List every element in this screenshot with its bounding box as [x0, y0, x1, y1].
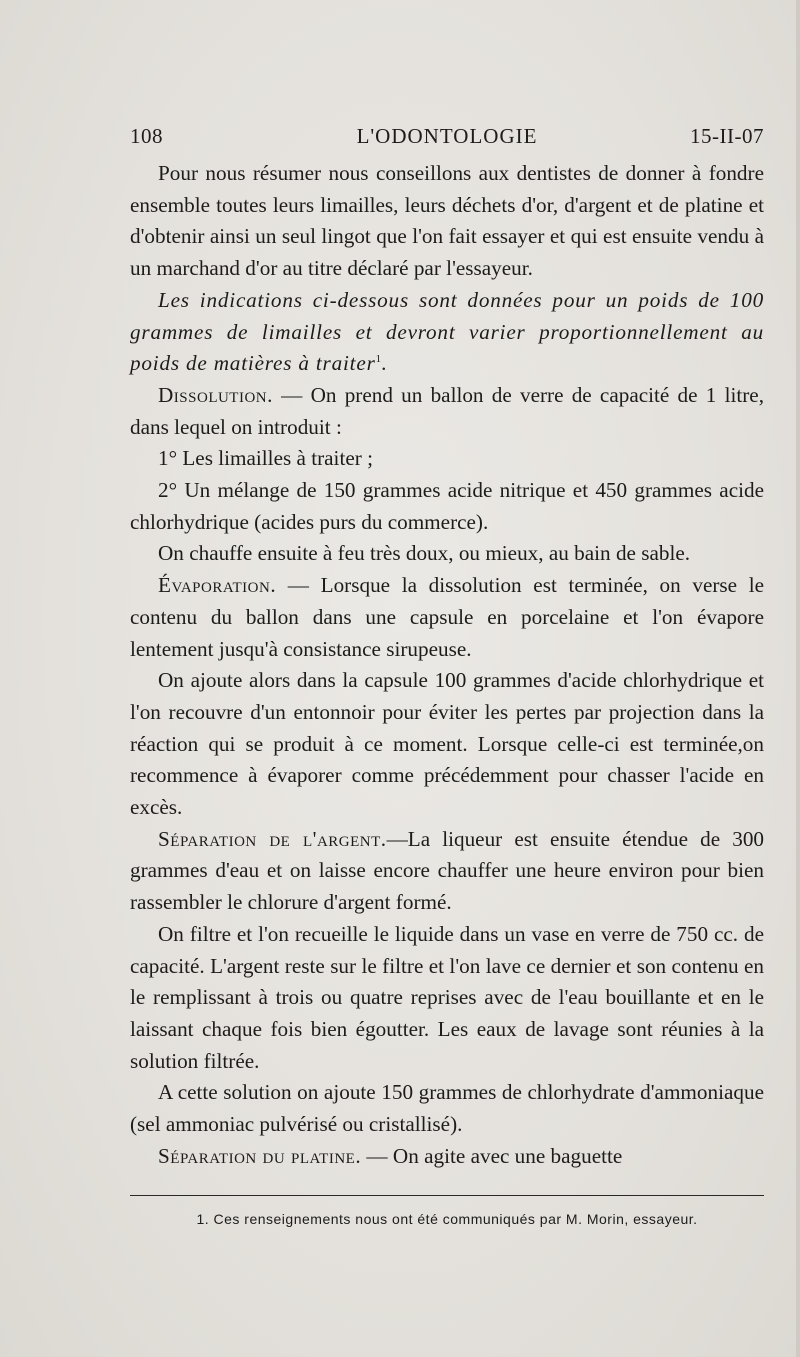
- section-heading-dissolution: Dissolution.: [158, 382, 273, 407]
- paragraph-acid: On ajoute alors dans la capsule 100 grammes d'acide chlorhydrique et l'on recouvre d'un entonnoir pour éviter les pertes par projection dans la réaction qui se produit à ce moment. Lorsque celle-ci est terminée,on recommence à évaporer comme précédemment pour chasser l'acide en excès.: [130, 668, 764, 820]
- italic-note: Les indications ci-dessous sont données pour un poids de 100 grammes de limailles et devront varier proportionnellement au poids de matières à traiter: [130, 287, 764, 376]
- indications-end: .: [381, 351, 387, 376]
- paragraph-evaporation: [130, 570, 764, 665]
- paragraph-ammoniac: A cette solution on ajoute 150 grammes de chlorhydrate d'ammoniaque (sel ammoniac pulvérisé ou cristallisé).: [130, 1080, 764, 1137]
- paragraph-heating: On chauffe ensuite à feu très doux, ou mieux, au bain de sable.: [158, 541, 691, 566]
- evaporation-text: — Lorsque la dissolution est terminée, on verse le contenu du ballon dans une capsule en porcelaine et l'on évapore lentement jusqu'à consistance sirupeuse.: [130, 573, 764, 661]
- footnote-divider: [130, 1195, 764, 1196]
- page-number: 108: [130, 124, 163, 148]
- dissolution-text: — On prend un ballon de verre de capacité de 1 litre, dans lequel on introduit :: [130, 382, 764, 439]
- section-heading-evaporation: Évaporation.: [158, 573, 277, 598]
- paragraph-filter: On filtre et l'on recueille le liquide dans un vase en verre de 750 cc. de capacité. L'argent reste sur le filtre et l'on lave ce dernier et son contenu en le remplissant à trois ou quatre reprises avec de l'eau bouillante et en le laissant chaque fois bien égoutter. Les eaux de lavage sont réunies à la solution filtrée.: [130, 921, 764, 1073]
- journal-title: L'ODONTOLOGIE: [356, 124, 538, 148]
- paragraph-separation-platinum: [130, 1141, 764, 1173]
- footnote-ref: 1: [375, 353, 382, 366]
- platinum-text: — On agite avec une baguette: [361, 1143, 623, 1168]
- paragraph-indications: [130, 285, 764, 380]
- silver-text: —La liqueur est ensuite étendue de 300 grammes d'eau et on laisse encore chauffer une heure environ pour bien rassembler le chlorure d'argent formé.: [130, 826, 765, 915]
- section-heading-platinum: Séparation du platine.: [158, 1143, 362, 1168]
- issue-date: 15-II-07: [690, 124, 764, 148]
- paragraph-summary: Pour nous résumer nous conseillons aux dentistes de donner à fondre ensemble toutes leurs limailles, leurs déchets d'or, d'argent et de platine et d'obtenir ainsi un seul lingot que l'on fait essayer et qui est ensuite vendu à un marchand d'or au titre déclaré par l'essayeur.: [130, 161, 764, 281]
- paragraph-separation-silver: [130, 824, 764, 919]
- paragraph-dissolution: [130, 380, 764, 443]
- page-edge: [796, 0, 800, 1357]
- body-text: [130, 158, 764, 1173]
- running-header: [130, 124, 764, 154]
- paragraph-item-1: 1° Les limailles à traiter ;: [158, 446, 373, 471]
- footnote: 1. Ces renseignements nous ont été communiqués par M. Morin, essayeur.: [196, 1211, 698, 1227]
- paragraph-item-2: 2° Un mélange de 150 grammes acide nitrique et 450 grammes acide chlorhydrique (acides purs du commerce).: [130, 478, 764, 534]
- section-heading-silver: Séparation de l'argent.: [158, 826, 387, 851]
